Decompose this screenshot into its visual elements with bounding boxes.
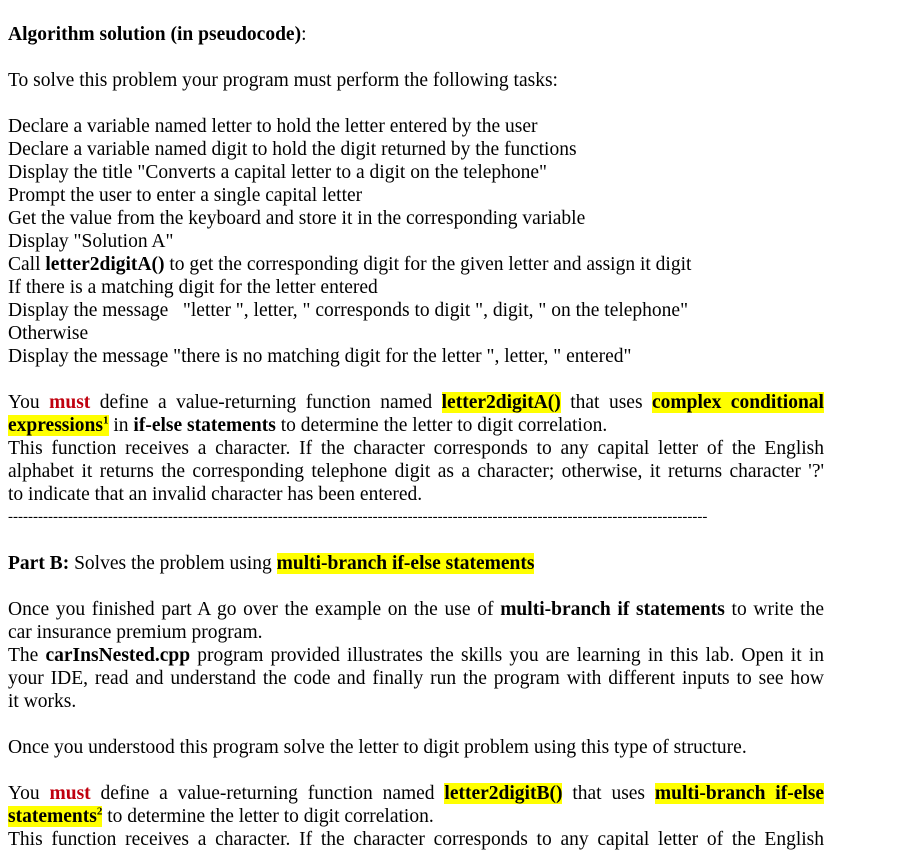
- partB-paragraph-2-line-1: The carInsNested.cpp program provided illustrates the skills you are learning in this lab. Open it in: [8, 645, 824, 666]
- task-7: Call letter2digitA() to get the corresponding digit for the given letter and assign it digit: [8, 254, 692, 275]
- partB-requirement-line-2: statements$^2$ to determine the letter to digit correlation.: [8, 805, 434, 827]
- partB-paragraph-2-line-2: your IDE, read and understand the code and finally run the program with different inputs to see how: [8, 668, 824, 689]
- task-5: Get the value from the keyboard and store it in the corresponding variable: [8, 208, 586, 229]
- task-6: Display "Solution A": [8, 231, 174, 252]
- partA-requirement-line-2: expressions$^1$ in if-else statements to determine the letter to digit correlation.: [8, 414, 608, 436]
- partB-paragraph-1-line-2: car insurance premium program.: [8, 622, 263, 643]
- partA-description-line-1: This function receives a character. If the character corresponds to any capital letter of the English: [8, 438, 824, 459]
- partB-paragraph-3: Once you understood this program solve the letter to digit problem using this type of structure.: [8, 737, 747, 758]
- partA-requirement-line-1: You must define a value-returning function named letter2digitA() that uses complex conditional: [8, 392, 824, 413]
- intro-text: To solve this problem your program must perform the following tasks:: [8, 70, 558, 91]
- partA-description-line-2: alphabet it returns the corresponding telephone digit as a character; otherwise, it returns character '?': [8, 461, 824, 482]
- partB-heading: Part B: Solves the problem using multi-branch if-else statements: [8, 553, 535, 574]
- task-9: Display the message "letter ", letter, " corresponds to digit ", digit, " on the telephone": [8, 300, 689, 321]
- task-2: Declare a variable named digit to hold the digit returned by the functions: [8, 139, 577, 160]
- partB-requirement-line-1: You must define a value-returning function named letter2digitB() that uses multi-branch if-else: [8, 783, 825, 804]
- task-10: Otherwise: [8, 323, 89, 344]
- partB-paragraph-2-line-3: it works.: [8, 691, 77, 712]
- partB-paragraph-1-line-1: Once you finished part A go over the example on the use of multi-branch if statements to write the: [8, 599, 824, 620]
- task-11: Display the message "there is no matching digit for the letter ", letter, " entered": [8, 346, 632, 367]
- divider-line: --------------------------------------------------------------------------------------------------------------------------------------------: [8, 509, 708, 525]
- task-8: If there is a matching digit for the letter entered: [8, 277, 378, 298]
- task-1: Declare a variable named letter to hold the letter entered by the user: [8, 116, 538, 137]
- task-3: Display the title "Converts a capital letter to a digit on the telephone": [8, 162, 548, 183]
- partA-description-line-3: to indicate that an invalid character has been entered.: [8, 484, 423, 505]
- section-heading: Algorithm solution (in pseudocode):: [8, 24, 307, 45]
- task-4: Prompt the user to enter a single capital letter: [8, 185, 363, 206]
- cut-off-line: This function receives a character. If the character corresponds to any capital letter of the English: [8, 829, 824, 850]
